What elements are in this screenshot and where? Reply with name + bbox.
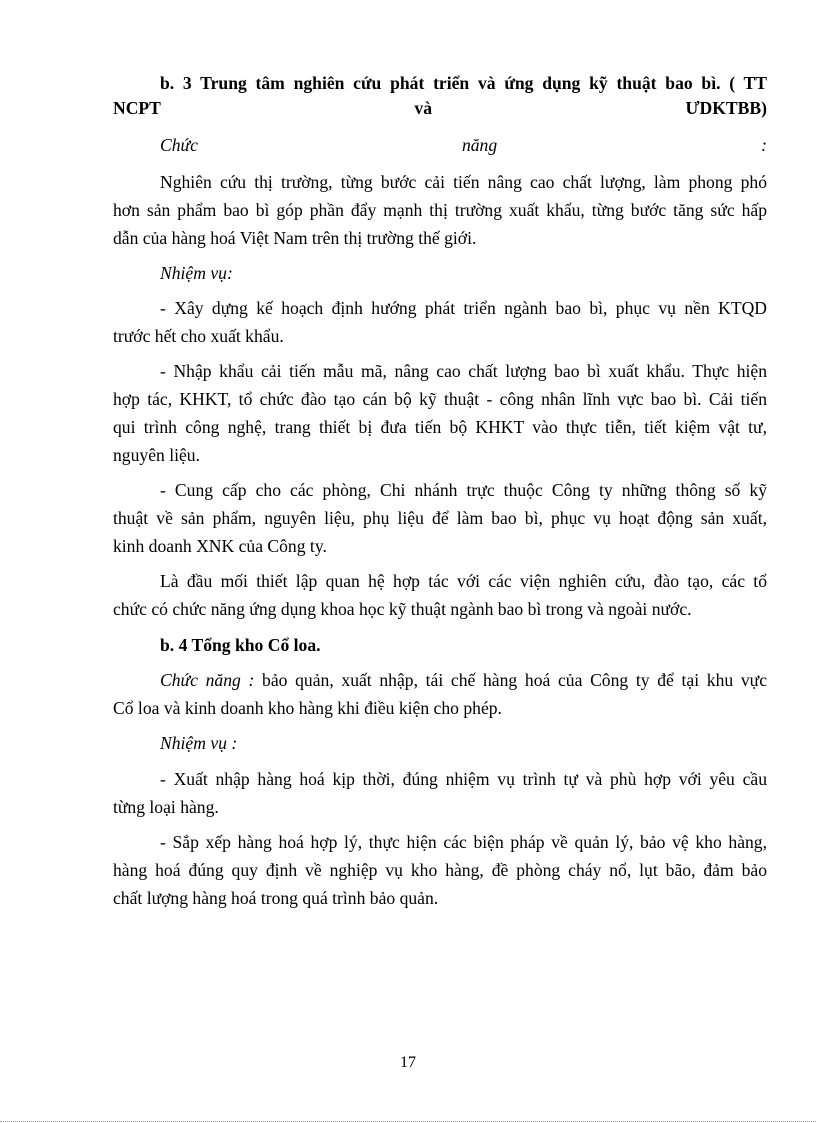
b4-task1-line: từng loại hàng. (113, 797, 219, 817)
heading-word-va: và (414, 98, 433, 118)
b3-task-label: Nhiệm vụ: (160, 263, 233, 283)
function-colon: : (761, 135, 767, 155)
b3-task3-line: - Cung cấp cho các phòng, Chi nhánh trực thuộc Công ty những thông số kỹ (160, 480, 767, 500)
b3-task1-line: - Xây dựng kế hoạch định hướng phát triển ngành bao bì, phục vụ nền KTQD (160, 298, 767, 318)
heading-word-udktbb: ƯDKTBB) (685, 98, 767, 118)
b3-task2-line: hợp tác, KHKT, tổ chức đào tạo cán bộ kỹ thuật - công nhân lĩnh vực bao bì. Cải tiến (113, 389, 767, 409)
function-word-chuc: Chức (160, 135, 198, 155)
section-b4-heading: b. 4 Tổng kho Cổ loa. (160, 635, 321, 655)
b3-function-text-line: dẫn của hàng hoá Việt Nam trên thị trường thế giới. (113, 228, 477, 248)
heading-word-ncpt: NCPT (113, 98, 161, 118)
b4-task2-line: - Sắp xếp hàng hoá hợp lý, thực hiện các biện pháp về quản lý, bảo vệ kho hàng, (160, 832, 767, 852)
b4-function-label: Chức năng : (160, 670, 255, 690)
b3-task2-line: - Nhập khẩu cải tiến mẫu mã, nâng cao chất lượng bao bì xuất khẩu. Thực hiện (160, 361, 767, 381)
b4-function-line (113, 669, 767, 691)
b3-task3-line: kinh doanh XNK của Công ty. (113, 536, 327, 556)
b3-function-label (113, 134, 767, 156)
function-word-nang: năng (461, 135, 498, 155)
b3-function-text-line: hơn sản phẩm bao bì góp phần đẩy mạnh thị trường xuất khẩu, từng bước tăng sức hấp (113, 200, 767, 220)
page-bottom-border (0, 1121, 816, 1122)
b3-task1-line: trước hết cho xuất khẩu. (113, 326, 284, 346)
b4-function-text: bảo quản, xuất nhập, tái chế hàng hoá của Công ty để tại khu vực (254, 670, 768, 690)
b3-task2-line: nguyên liệu. (113, 445, 200, 465)
section-b3-heading-line2 (113, 97, 767, 119)
b4-task2-line: hàng hoá đúng quy định về nghiệp vụ kho hàng, đề phòng cháy nổ, lụt bão, đảm bảo (113, 860, 767, 880)
b3-task4-line: Là đầu mối thiết lập quan hệ hợp tác với các viện nghiên cứu, đào tạo, các tổ (160, 571, 767, 591)
section-b3-heading-line1: b. 3 Trung tâm nghiên cứu phát triển và ứng dụng kỹ thuật bao bì. ( TT (160, 73, 767, 93)
b4-task1-line: - Xuất nhập hàng hoá kịp thời, đúng nhiệm vụ trình tự và phù hợp với yêu cầu (160, 769, 767, 789)
page-number: 17 (400, 1054, 416, 1071)
b3-function-text-line: Nghiên cứu thị trường, từng bước cải tiến nâng cao chất lượng, làm phong phó (160, 172, 767, 192)
b4-task2-line: chất lượng hàng hoá trong quá trình bảo quản. (113, 888, 439, 908)
b4-function-text-line: Cổ loa và kinh doanh kho hàng khi điều kiện cho phép. (113, 698, 502, 718)
b3-task2-line: qui trình công nghệ, trang thiết bị đưa tiến bộ KHKT vào thực tiễn, tiết kiệm vật tư, (113, 417, 767, 437)
b4-task-label: Nhiệm vụ : (160, 733, 238, 753)
b3-task3-line: thuật về sản phẩm, nguyên liệu, phụ liệu để làm bao bì, phục vụ hoạt động sản xuất, (113, 508, 767, 528)
b3-task4-line: chức có chức năng ứng dụng khoa học kỹ thuật ngành bao bì trong và ngoài nước. (113, 599, 692, 619)
